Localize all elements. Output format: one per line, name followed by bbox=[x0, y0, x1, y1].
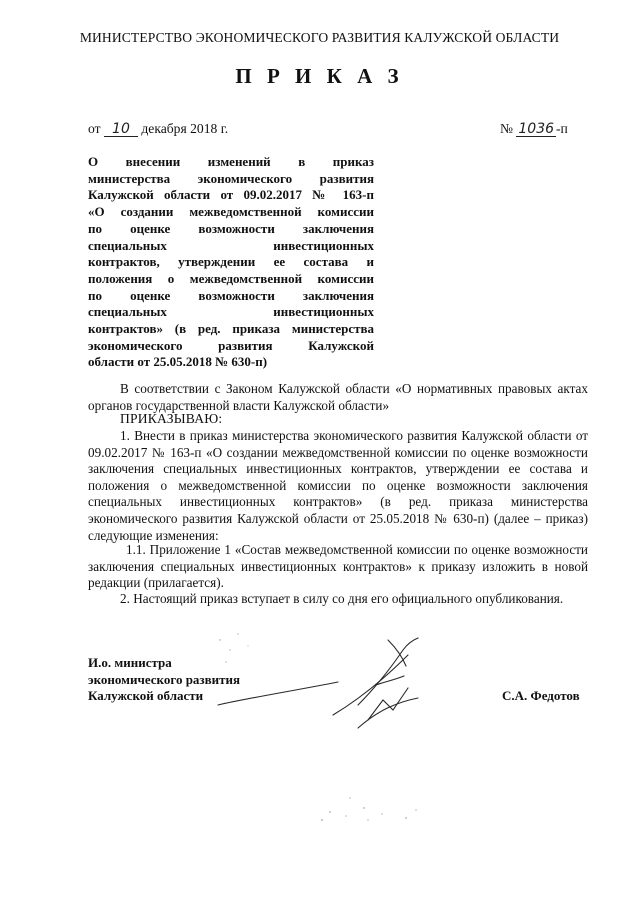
subject-line: положения о межведомственной комиссии bbox=[88, 270, 374, 286]
scan-artifacts bbox=[316, 790, 426, 830]
subject-line: «О создании межведомственной комиссии bbox=[88, 204, 374, 220]
ministry-header: МИНИСТЕРСТВО ЭКОНОМИЧЕСКОГО РАЗВИТИЯ КАЛУЖСКОЙ ОБЛАСТИ bbox=[79, 30, 560, 45]
signer-role-line: экономического развития bbox=[88, 671, 241, 687]
number-prefix: № bbox=[500, 121, 513, 136]
subject-line: О внесении изменений в приказ bbox=[88, 154, 374, 169]
date-prefix: от bbox=[88, 121, 101, 136]
subject-line: Калужской области от 09.02.2017 № 163-п bbox=[88, 187, 374, 203]
subject-line: экономического развития Калужской bbox=[88, 337, 374, 353]
subject-line: по оценке возможности заключения bbox=[88, 287, 374, 303]
clause-2: 2. Настоящий приказ вступает в силу со дня его официального опубликования. bbox=[120, 591, 564, 606]
date-rest: декабря 2018 г. bbox=[141, 121, 229, 136]
subject-line: специальных инвестиционных bbox=[88, 304, 374, 320]
order-number bbox=[500, 121, 568, 137]
number-suffix: -п bbox=[556, 121, 568, 136]
subject-line: министерства экономического развития bbox=[88, 170, 374, 186]
clause-1-1: 1.1. Приложение 1 «Состав межведомственной комиссии по оценке возможности заключения специальных инвестиционных контрактов» к приказу изложить в новой редакции (прилагается). bbox=[88, 542, 588, 591]
subject-line: по оценке возможности заключения bbox=[88, 220, 374, 236]
signer-role bbox=[88, 655, 240, 705]
subject-line: контрактов, утверждении ее состава и bbox=[88, 254, 374, 270]
preamble-paragraph: В соответствии с Законом Калужской области «О нормативных правовых актах органов государственной власти Калужской области» bbox=[88, 381, 588, 413]
signer-role-line: Калужской области bbox=[88, 688, 204, 704]
subject-line: контрактов» (в ред. приказа министерства bbox=[88, 321, 374, 337]
date-day-handwritten: 10 bbox=[104, 122, 138, 137]
clause-1: 1. Внести в приказ министерства экономического развития Калужской области от 09.02.2017 № 163-п «О создании межведомственной комиссии по оценке возможности заключения специальных инвестиционных контрактов, утверждении ее состава и положения о межведомственной комиссии по оценке возможности заключения специальных инвестиционных контрактов» (в ред. приказа министерства экономического развития Калужской области от 25.05.2018 № 630-п) (далее – приказ) следующие изменения: bbox=[88, 428, 588, 543]
document-title: П Р И К А З bbox=[235, 64, 404, 88]
number-handwritten: 1036 bbox=[518, 121, 555, 137]
order-subject bbox=[88, 154, 374, 371]
signer-role-line: И.о. министра bbox=[88, 655, 172, 670]
subject-line: специальных инвестиционных bbox=[88, 237, 374, 253]
signer-name: С.А. Федотов bbox=[502, 688, 580, 703]
subject-line: области от 25.05.2018 № 630-п) bbox=[88, 354, 268, 370]
order-date bbox=[88, 121, 228, 137]
handwritten-signature bbox=[208, 610, 448, 750]
order-keyword: ПРИКАЗЫВАЮ: bbox=[120, 411, 223, 426]
